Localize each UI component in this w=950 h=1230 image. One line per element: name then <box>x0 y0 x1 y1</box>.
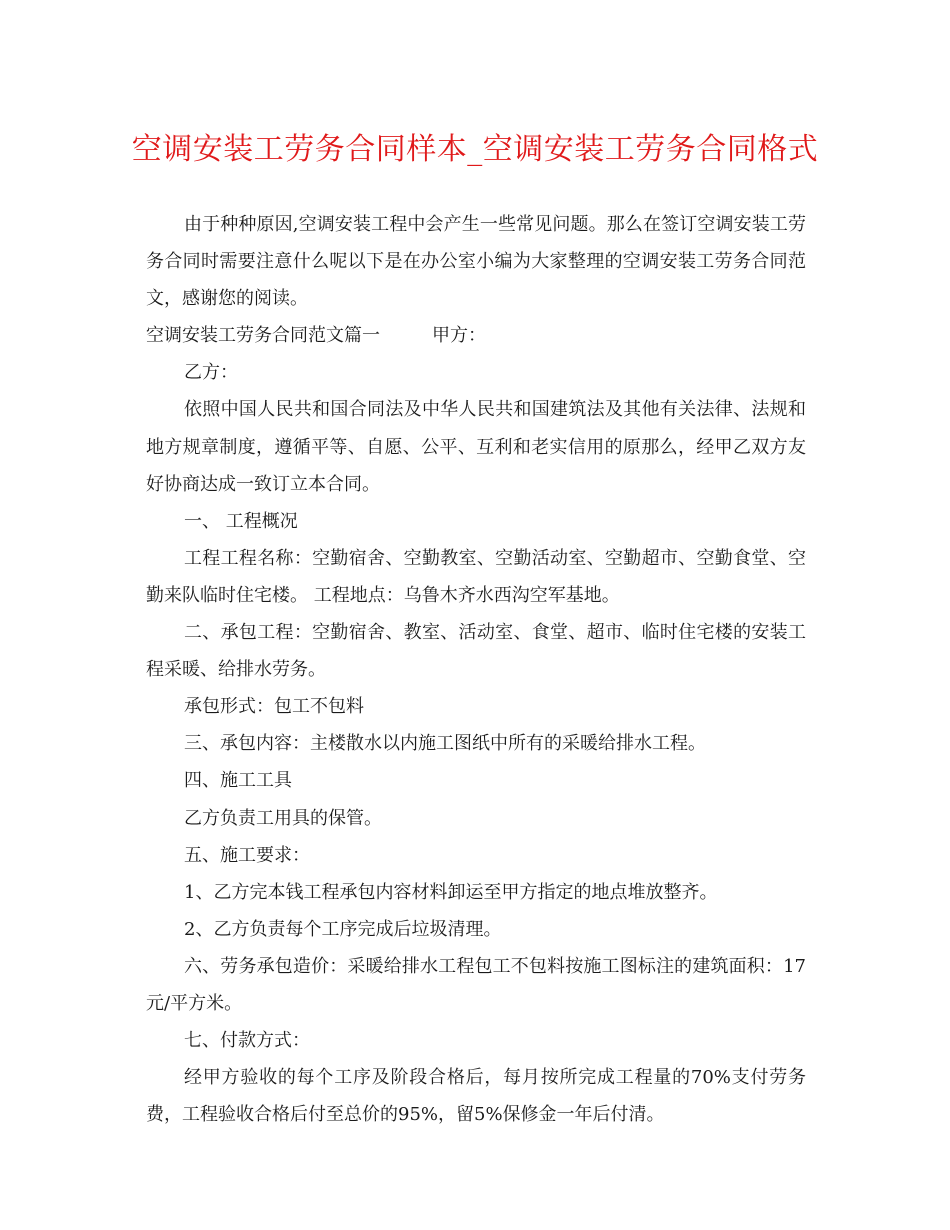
intro-paragraph: 由于种种原因,空调安装工程中会产生一些常见问题。那么在签订空调安装工劳务合同时需要注意什么呢以下是在办公室小编为大家整理的空调安装工劳务合同范文，感谢您的阅读。 <box>146 214 806 310</box>
section2-body: 二、承包工程：空勤宿舍、教室、活动室、食堂、超市、临时住宅楼的安装工程采暖、给排水劳务。 <box>146 622 806 681</box>
section6-body: 六、劳务承包造价：采暖给排水工程包工不包料按施工图标注的建筑面积：17元/平方米。 <box>146 955 806 1014</box>
party-b-label: 乙方： <box>184 362 238 384</box>
section7-body: 经甲方验收的每个工序及阶段合格后，每月按所完成工程量的70%支付劳务费，工程验收合格后付至总价的95%，留5%保修金一年后付清。 <box>146 1067 806 1126</box>
document-body <box>146 206 806 1133</box>
requirement-1: 1、乙方完本钱工程承包内容材料卸运至甲方指定的地点堆放整齐。 <box>184 881 718 903</box>
section4-title: 四、施工工具 <box>184 770 292 792</box>
requirement-2: 2、乙方负责每个工序完成后垃圾清理。 <box>184 918 502 940</box>
preamble-paragraph: 依照中国人民共和国合同法及中华人民共和国建筑法及其他有关法律、法规和地方规章制度，遵循平等、自愿、公平、互利和老实信用的原那么，经甲乙双方友好协商达成一致订立本合同。 <box>146 399 806 495</box>
contract-form: 承包形式：包工不包料 <box>184 696 364 718</box>
section1-title: 一、 工程概况 <box>184 510 298 532</box>
sample-heading: 空调安装工劳务合同范文篇一 <box>146 325 380 347</box>
document-title: 空调安装工劳务合同样本_空调安装工劳务合同格式 <box>131 132 819 167</box>
section5-title: 五、施工要求： <box>184 844 310 866</box>
sample-heading-line <box>146 317 806 354</box>
section4-body: 乙方负责工用具的保管。 <box>184 807 382 829</box>
section7-title: 七、付款方式： <box>184 1030 310 1052</box>
section1-body: 工程工程名称：空勤宿舍、空勤教室、空勤活动室、空勤超市、空勤食堂、空勤来队临时住宅楼。 工程地点：乌鲁木齐水西沟空军基地。 <box>146 547 806 606</box>
section3-body: 三、承包内容：主楼散水以内施工图纸中所有的采暖给排水工程。 <box>184 733 706 755</box>
party-a-label: 甲方： <box>432 325 486 347</box>
